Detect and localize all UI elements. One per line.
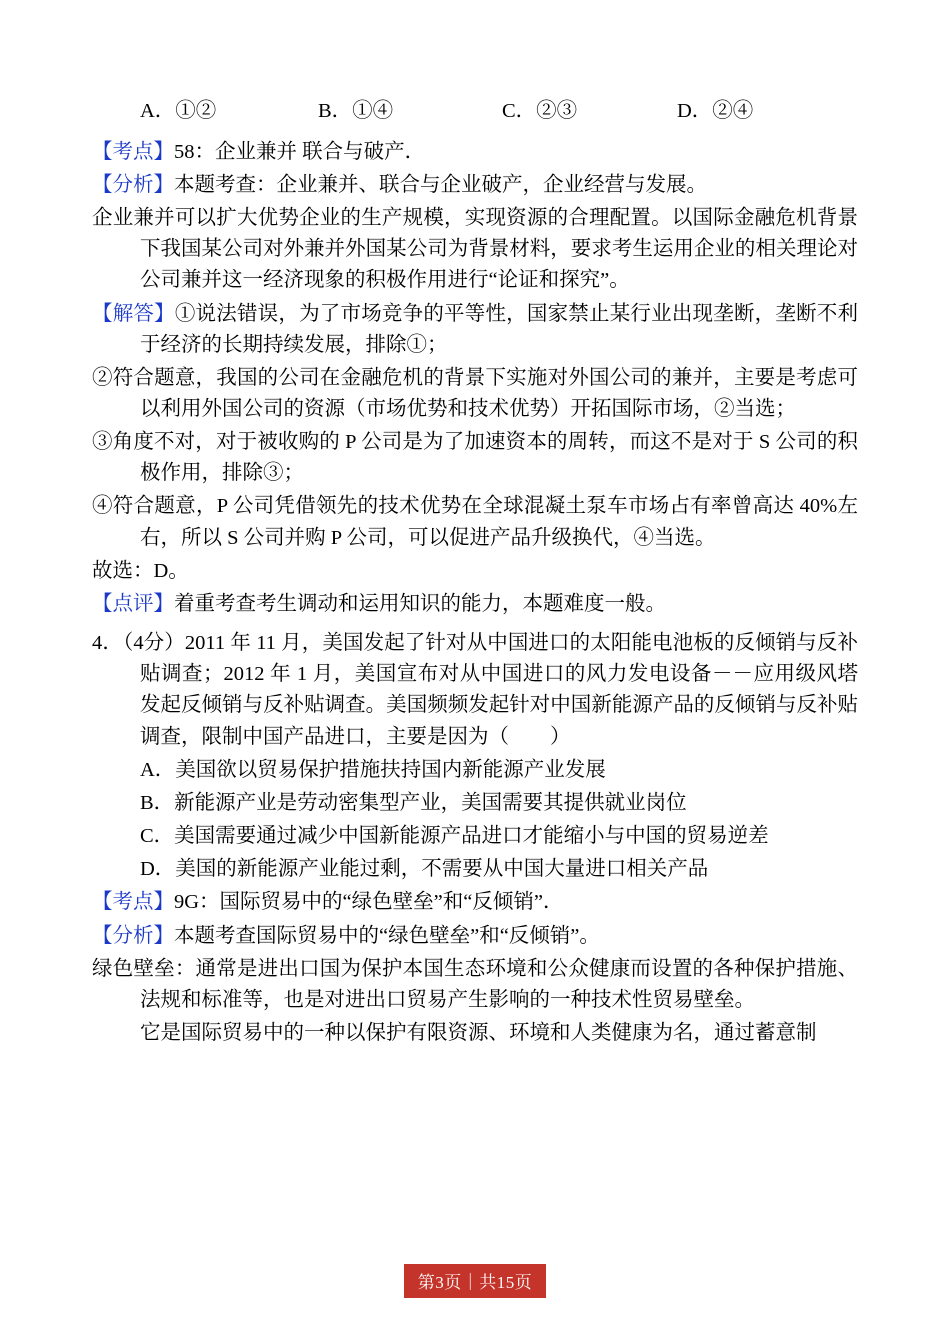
kaodian-text: 58：企业兼并 联合与破产． xyxy=(174,140,426,163)
answer-line: 故选：D。 xyxy=(92,559,189,582)
kaodian-line xyxy=(92,137,858,168)
page-footer xyxy=(0,1264,950,1298)
q4-kaodian-text: 9G：国际贸易中的“绿色壁垒”和“反倾销”． xyxy=(174,891,564,914)
fenxi-text: 本题考查：企业兼并、联合与企业破产，企业经营与发展。 xyxy=(174,173,707,196)
question-4-option-b: B．新能源产业是劳动密集型产业，美国需要其提供就业岗位 xyxy=(140,791,687,814)
q4-fenxi-body-2: 它是国际贸易中的一种以保护有限资源、环境和人类健康为名，通过蓄意制 xyxy=(140,1021,817,1044)
q4-fenxi-body-1: 绿色壁垒：通常是进出口国为保护本国生态环境和公众健康而设置的各种保护措施、法规和标准等，也是对进出口贸易产生影响的一种技术性贸易壁垒。 xyxy=(92,957,858,1011)
fenxi-body: 企业兼并可以扩大优势企业的生产规模，实现资源的合理配置。以国际金融危机背景下我国某公司对外兼并外国某公司为背景材料，要求考生运用企业的相关理论对公司兼并这一经济现象的积极作用进行“论证和探究”。 xyxy=(92,207,858,292)
answer-choices-row xyxy=(92,96,858,127)
choice-c: C．②③ xyxy=(502,100,578,122)
choice-d: D．②④ xyxy=(677,100,754,122)
question-4-option-a: A．美国欲以贸易保护措施扶持国内新能源产业发展 xyxy=(140,758,606,781)
q4-fenxi-line xyxy=(92,921,858,952)
fenxi-tag: 【分析】 xyxy=(92,173,174,196)
jieda-item-1-text: ①说法错误，为了市场竞争的平等性，国家禁止某行业出现垄断，垄断不利于经济的长期持续发展，排除①； xyxy=(140,302,859,356)
q4-fenxi-text: 本题考查国际贸易中的“绿色壁垒”和“反倾销”。 xyxy=(174,924,600,947)
page-number-badge: 第3页｜共15页 xyxy=(404,1264,547,1298)
jieda-tag: 【解答】 xyxy=(92,302,175,325)
kaodian-tag: 【考点】 xyxy=(92,140,174,163)
q4-fenxi-tag: 【分析】 xyxy=(92,924,174,947)
jieda-item-1 xyxy=(92,299,858,361)
choice-a: A．①② xyxy=(140,100,217,122)
jieda-item-3: ③角度不对，对于被收购的 P 公司是为了加速资本的周转，而这不是对于 S 公司的积极作用，排除③； xyxy=(92,431,858,485)
fenxi-line xyxy=(92,170,858,201)
dianping-line xyxy=(92,589,858,620)
question-4-option-d: D．美国的新能源产业能过剩，不需要从中国大量进口相关产品 xyxy=(140,858,709,881)
question-4-option-c: C．美国需要通过减少中国新能源产品进口才能缩小与中国的贸易逆差 xyxy=(140,825,769,848)
dianping-text: 着重考查考生调动和运用知识的能力，本题难度一般。 xyxy=(174,592,666,615)
dianping-tag: 【点评】 xyxy=(92,592,174,615)
choice-b: B．①④ xyxy=(318,100,394,122)
q4-kaodian-tag: 【考点】 xyxy=(92,891,174,914)
jieda-item-4: ④符合题意，P 公司凭借领先的技术优势在全球混凝土泵车市场占有率曾高达 40%左右，所以 S 公司并购 P 公司，可以促进产品升级换代，④当选。 xyxy=(92,495,858,549)
question-4-stem xyxy=(92,628,858,753)
question-4-text: 2011 年 11 月，美国发起了针对从中国进口的太阳能电池板的反倾销与反补贴调查；2012 年 1 月，美国宣布对从中国进口的风力发电设备－－应用级风塔发起反倾销与反补贴调查。美国频频发起针对中国新能源产品的反倾销与反补贴调查，限制中国产品进口，主要是因为（ ） xyxy=(140,632,859,748)
jieda-item-2: ②符合题意，我国的公司在金融危机的背景下实施对外国公司的兼并，主要是考虑可以利用外国公司的资源（市场优势和技术优势）开拓国际市场，②当选； xyxy=(92,366,858,420)
q4-kaodian-line xyxy=(92,887,858,918)
question-4-score: （4分） xyxy=(122,632,185,655)
question-4-number: 4． xyxy=(92,632,123,655)
